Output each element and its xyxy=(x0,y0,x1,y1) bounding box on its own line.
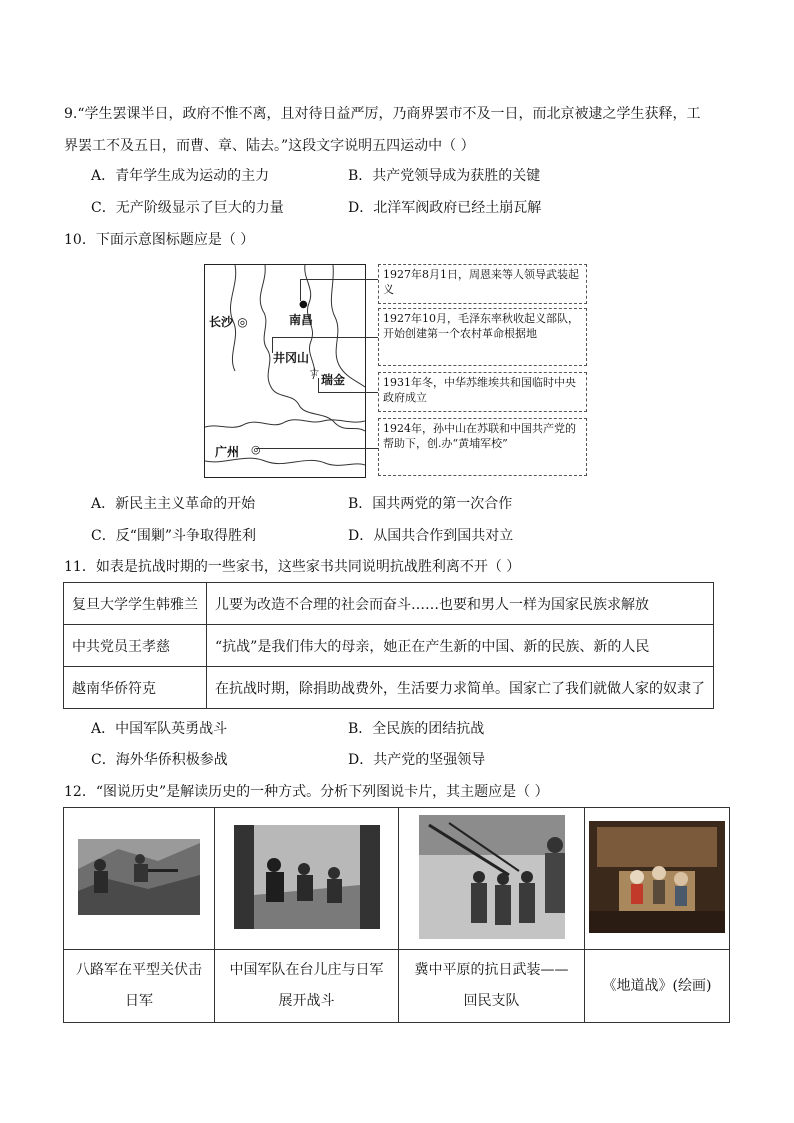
callout-nanchang: 1927年8月1日，周恩来等人领导武装起义 xyxy=(378,264,587,304)
q9-option-b: B．共产党领导成为获胜的关键 xyxy=(348,168,541,184)
connector-guangzhou xyxy=(256,448,378,449)
q9-stem-line2: 界罢工不及五日，而曹、章、陆去。”这段文字说明五四运动中（ ） xyxy=(64,138,475,154)
q11-stem: 11．如表是抗战时期的一些家书，这些家书共同说明抗战胜利离不开（ ） xyxy=(64,559,521,575)
q9-option-c: C．无产阶级显示了巨大的力量 xyxy=(91,200,284,216)
q11-option-d: D．共产党的坚强领导 xyxy=(348,752,486,768)
q10-option-b: B．国共两党的第一次合作 xyxy=(348,496,513,512)
city-changsha: 长沙 ◎ xyxy=(209,315,248,329)
card-caption xyxy=(64,950,215,1023)
card-caption-line1: 中国军队在台儿庄与日军 xyxy=(229,962,384,978)
ruijin-star-icon: ☆ xyxy=(309,365,320,379)
connector-jinggangshan xyxy=(272,337,378,338)
table-row xyxy=(64,625,714,667)
card-photo-cell xyxy=(399,808,585,950)
callout-ruijin: 1931年冬，中华苏维埃共和国临时中央政府成立 xyxy=(378,372,587,412)
tunnel-warfare-painting xyxy=(589,821,725,933)
letter-excerpt: “抗战”是我们伟大的母亲，她正在产生新的中国、新的民族、新的人民 xyxy=(207,625,714,667)
letter-author: 复旦大学学生韩雅兰 xyxy=(64,583,207,625)
card-photo-cell xyxy=(585,808,730,950)
card-photo-cell xyxy=(215,808,399,950)
q12-stem: 12．“图说历史”是解读历史的一种方式。分析下列图说卡片，其主题应是（ ） xyxy=(64,784,549,800)
history-cards-table xyxy=(63,807,730,1023)
card-caption-line2: 日军 xyxy=(125,993,153,1009)
card-caption-line1: 《地道战》(绘画) xyxy=(602,977,712,994)
connector-ruijin-vertical xyxy=(318,378,319,392)
letters-table xyxy=(63,582,714,709)
q9-stem-line1: 9.“学生罢课半日，政府不惟不离，且对待日益严厉，乃商界罢市不及一日，而北京被逮之学生获释，工 xyxy=(64,106,701,122)
q11-option-b: B．全民族的团结抗战 xyxy=(348,721,485,737)
nanchang-marker-icon: ● xyxy=(299,299,308,310)
connector-jinggangshan-vertical xyxy=(272,337,273,353)
revolution-map xyxy=(204,264,366,478)
connector-nanchang xyxy=(300,279,378,280)
pingxingguan-photo xyxy=(78,839,200,915)
letter-excerpt: 儿要为改造不合理的社会而奋斗……也要和男人一样为国家民族求解放 xyxy=(207,583,714,625)
card-photo-cell xyxy=(64,808,215,950)
letter-excerpt: 在抗战时期，除捐助战费外，生活要力求简单。国家亡了我们就做人家的奴隶了 xyxy=(207,667,714,709)
card-caption-line2: 回民支队 xyxy=(463,993,520,1009)
table-row xyxy=(64,667,714,709)
huimin-detachment-photo xyxy=(419,815,565,939)
city-guangzhou: 广州 xyxy=(215,445,240,459)
q10-option-d: D．从国共合作到国共对立 xyxy=(348,528,514,544)
city-ruijin: 瑞金 xyxy=(321,373,346,387)
connector-nanchang-vertical xyxy=(300,279,301,301)
card-caption-line2: 展开战斗 xyxy=(278,993,335,1009)
table-row xyxy=(64,583,714,625)
card-caption xyxy=(585,950,730,1023)
city-nanchang: 南昌 xyxy=(289,313,314,327)
q9-option-a: A．青年学生成为运动的主力 xyxy=(91,168,270,184)
q10-stem: 10．下面示意图标题应是（ ） xyxy=(64,232,255,248)
card-caption xyxy=(399,950,585,1023)
callout-guangzhou: 1924年，孙中山在苏联和中国共产党的帮助下，创.办“黄埔军校” xyxy=(378,418,587,476)
card-caption xyxy=(215,950,399,1023)
city-jinggangshan: 井冈山 xyxy=(273,351,310,365)
q11-option-a: A．中国军队英勇战斗 xyxy=(91,721,228,737)
q10-option-c: C．反“围剿”斗争取得胜利 xyxy=(91,528,257,544)
guangzhou-marker-icon: ◎ xyxy=(251,443,261,456)
q10-option-a: A．新民主主义革命的开始 xyxy=(91,496,256,512)
callout-jinggangshan: 1927年10月，毛泽东率秋收起义部队，开始创建第一个农村革命根据地 xyxy=(378,308,587,366)
q9-option-d: D．北洋军阀政府已经土崩瓦解 xyxy=(348,200,542,216)
card-caption-line1: 冀中平原的抗日武装—— xyxy=(414,962,569,978)
taierzhuang-photo xyxy=(234,825,380,929)
letter-author: 中共党员王孝慈 xyxy=(64,625,207,667)
letter-author: 越南华侨符克 xyxy=(64,667,207,709)
card-caption-line1: 八路军在平型关伏击 xyxy=(76,962,202,978)
connector-ruijin xyxy=(318,392,378,393)
q11-option-c: C．海外华侨积极参战 xyxy=(91,752,228,768)
